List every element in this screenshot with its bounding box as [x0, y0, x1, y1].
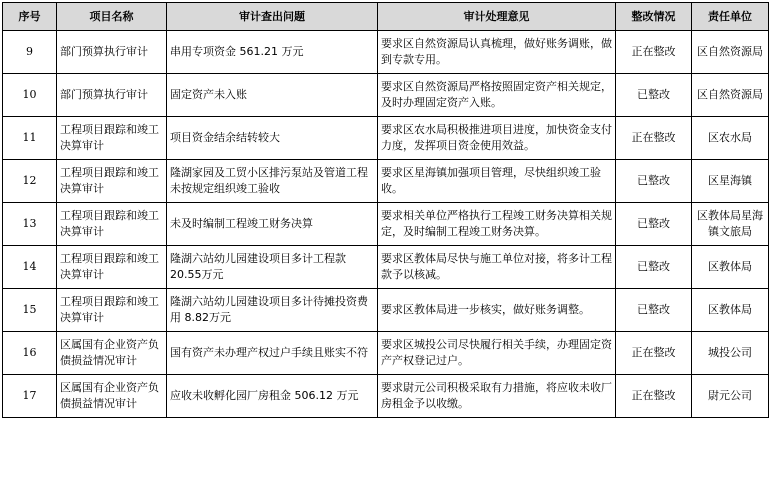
cell-project: 工程项目跟踪和竣工决算审计: [57, 160, 167, 203]
table-row: [3, 31, 769, 74]
cell-status: 已整改: [616, 203, 692, 246]
header-no: 序号: [3, 3, 57, 31]
table-row: [3, 332, 769, 375]
cell-unit: 尉元公司: [692, 375, 769, 418]
header-opinion: 审计处理意见: [378, 3, 616, 31]
cell-project: 工程项目跟踪和竣工决算审计: [57, 117, 167, 160]
cell-unit: 区教体局: [692, 289, 769, 332]
cell-no: 9: [3, 31, 57, 74]
audit-table: [2, 2, 769, 418]
cell-unit: 区教体局星海镇文旅局: [692, 203, 769, 246]
cell-unit: 区农水局: [692, 117, 769, 160]
cell-status: 已整改: [616, 160, 692, 203]
cell-status: 已整改: [616, 74, 692, 117]
cell-unit: 区教体局: [692, 246, 769, 289]
cell-issue: 国有资产未办理产权过户手续且账实不符: [167, 332, 378, 375]
cell-no: 10: [3, 74, 57, 117]
cell-no: 17: [3, 375, 57, 418]
cell-issue: 隆湖家园及工贸小区排污泵站及管道工程未按规定组织竣工验收: [167, 160, 378, 203]
table-row: [3, 375, 769, 418]
cell-opinion: 要求区城投公司尽快履行相关手续，办理固定资产产权登记过户。: [378, 332, 616, 375]
cell-unit: 区自然资源局: [692, 74, 769, 117]
cell-opinion: 要求区教体局进一步核实，做好账务调整。: [378, 289, 616, 332]
cell-project: 工程项目跟踪和竣工决算审计: [57, 203, 167, 246]
header-issue: 审计查出问题: [167, 3, 378, 31]
cell-issue: 隆湖六站幼儿园建设项目多计工程款20.55万元: [167, 246, 378, 289]
header-project: 项目名称: [57, 3, 167, 31]
table-row: [3, 74, 769, 117]
table-row: [3, 160, 769, 203]
cell-issue: 串用专项资金 561.21 万元: [167, 31, 378, 74]
cell-issue: 应收未收孵化园厂房租金 506.12 万元: [167, 375, 378, 418]
cell-no: 11: [3, 117, 57, 160]
table-row: [3, 203, 769, 246]
cell-issue: 隆湖六站幼儿园建设项目多计待摊投资费用 8.82万元: [167, 289, 378, 332]
cell-status: 已整改: [616, 289, 692, 332]
cell-project: 区属国有企业资产负债损益情况审计: [57, 375, 167, 418]
cell-opinion: 要求区农水局积极推进项目进度，加快资金支付力度，发挥项目资金使用效益。: [378, 117, 616, 160]
cell-project: 工程项目跟踪和竣工决算审计: [57, 289, 167, 332]
table-row: [3, 289, 769, 332]
cell-opinion: 要求尉元公司积极采取有力措施，将应收未收厂房租金予以收缴。: [378, 375, 616, 418]
cell-unit: 城投公司: [692, 332, 769, 375]
cell-status: 正在整改: [616, 31, 692, 74]
cell-no: 13: [3, 203, 57, 246]
table-row: [3, 246, 769, 289]
cell-opinion: 要求区教体局尽快与施工单位对接，将多计工程款予以核减。: [378, 246, 616, 289]
cell-unit: 区自然资源局: [692, 31, 769, 74]
cell-status: 正在整改: [616, 332, 692, 375]
cell-no: 15: [3, 289, 57, 332]
cell-no: 16: [3, 332, 57, 375]
cell-status: 正在整改: [616, 117, 692, 160]
cell-issue: 项目资金结余结转较大: [167, 117, 378, 160]
cell-no: 14: [3, 246, 57, 289]
cell-issue: 固定资产未入账: [167, 74, 378, 117]
header-status: 整改情况: [616, 3, 692, 31]
cell-opinion: 要求区自然资源局认真梳理，做好账务调账，做到专款专用。: [378, 31, 616, 74]
cell-project: 部门预算执行审计: [57, 31, 167, 74]
cell-no: 12: [3, 160, 57, 203]
table-row: [3, 117, 769, 160]
cell-project: 区属国有企业资产负债损益情况审计: [57, 332, 167, 375]
cell-opinion: 要求区自然资源局严格按照固定资产相关规定，及时办理固定资产入账。: [378, 74, 616, 117]
cell-issue: 未及时编制工程竣工财务决算: [167, 203, 378, 246]
cell-opinion: 要求区星海镇加强项目管理，尽快组织竣工验收。: [378, 160, 616, 203]
header-unit: 责任单位: [692, 3, 769, 31]
cell-project: 部门预算执行审计: [57, 74, 167, 117]
cell-unit: 区星海镇: [692, 160, 769, 203]
header-row: [3, 3, 769, 31]
cell-project: 工程项目跟踪和竣工决算审计: [57, 246, 167, 289]
cell-status: 已整改: [616, 246, 692, 289]
cell-status: 正在整改: [616, 375, 692, 418]
cell-opinion: 要求相关单位严格执行工程竣工财务决算相关规定，及时编制工程竣工财务决算。: [378, 203, 616, 246]
